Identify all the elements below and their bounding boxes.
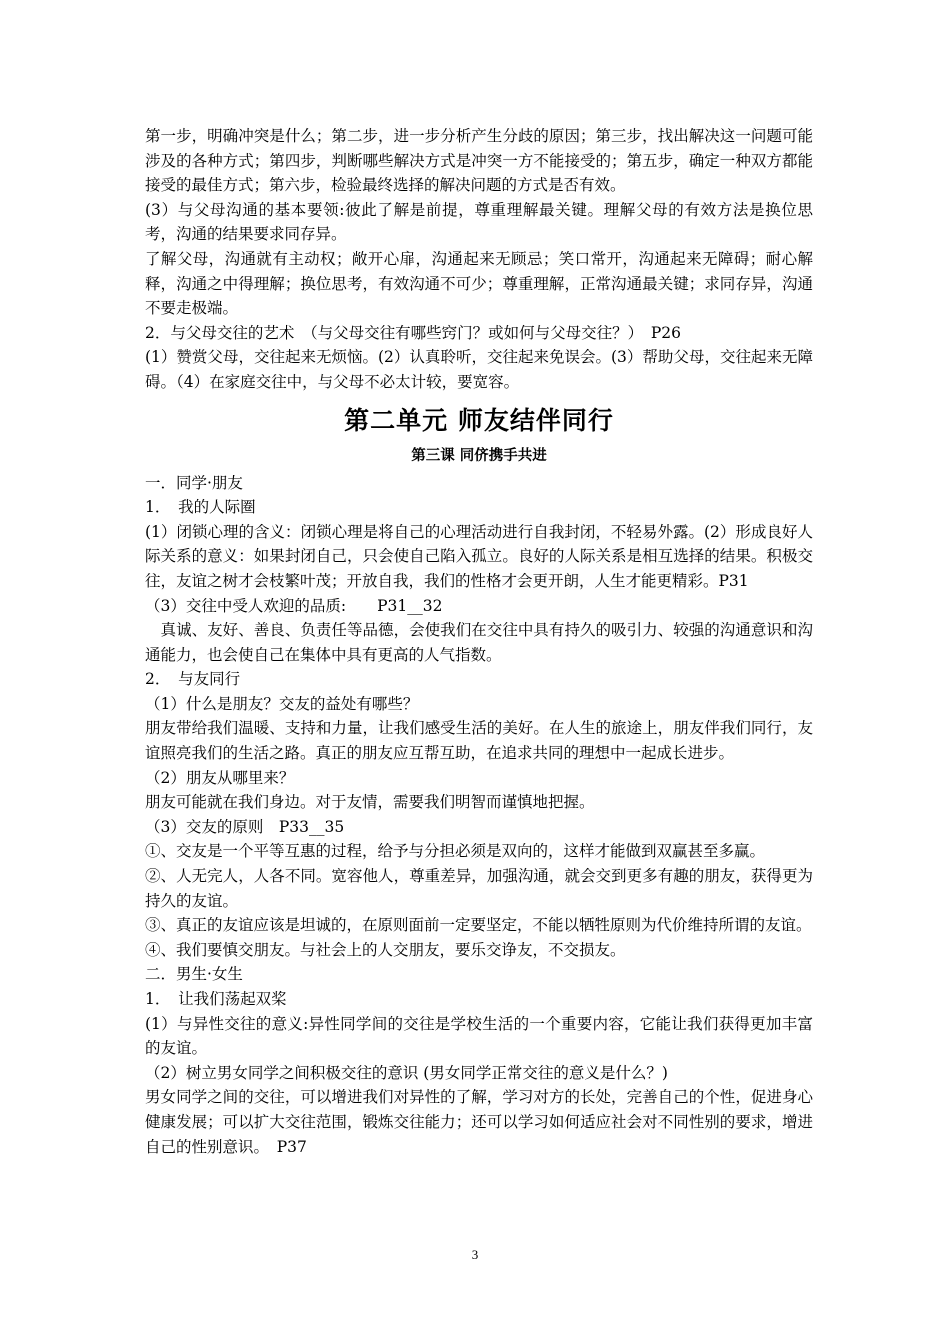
paragraph: 了解父母，沟通就有主动权；敞开心扉，沟通起来无顾忌；笑口常开，沟通起来无障碍；耐心解释，沟通之中得理解；换位思考，有效沟通不可少；尊重理解，正常沟通最关键；求同存异，沟通不要走极端。	[145, 249, 813, 318]
paragraph: 朋友带给我们温暖、支持和力量，让我们感受生活的美好。在人生的旅途上，朋友伴我们同行，友谊照亮我们的生活之路。真正的朋友应互帮互助，在追求共同的理想中一起成长进步。	[145, 719, 813, 763]
lesson-title: 第三课 同侪携手共进	[411, 447, 547, 464]
section-heading: 一．同学·朋友	[145, 473, 243, 492]
paragraph: 朋友可能就在我们身边。对于友情，需要我们明智而谨慎地把握。	[145, 793, 595, 812]
subsection-heading: 1． 让我们荡起双桨	[145, 990, 287, 1008]
paragraph: ②、人无完人，人各不同。宽容他人，尊重差异，加强沟通，就会交到更多有趣的朋友，获得更为持久的友谊。	[145, 867, 813, 910]
page-number: 3	[471, 1247, 479, 1262]
paragraph: 第一步，明确冲突是什么；第二步，进一步分析产生分歧的原因；第三步，找出解决这一问题可能涉及的各种方式；第四步，判断哪些解决方式是冲突一方不能接受的；第五步，确定一种双方都能接受的最佳方式；第六步，检验最终选择的解决问题的方式是否有效。	[145, 127, 813, 195]
paragraph: 真诚、友好、善良、负责任等品德，会使我们在交往中具有持久的吸引力、较强的沟通意识和沟通能力，也会使自己在集体中具有更高的人气指数。	[145, 621, 813, 664]
paragraph: （1）什么是朋友？交友的益处有哪些？	[145, 694, 419, 713]
paragraph: （3）交往中受人欢迎的品质: P31__32	[145, 596, 443, 615]
paragraph: ③、真正的友谊应该是坦诚的，在原则面前一定要坚定，不能以牺牲原则为代价维持所谓的友谊。	[145, 916, 812, 935]
paragraph: (1）与异性交往的意义:异性同学间的交往是学校生活的一个重要内容，它能让我们获得更加丰富的友谊。	[145, 1014, 813, 1058]
subsection-heading: 1． 我的人际圈	[145, 498, 256, 517]
paragraph: （3）交友的原则 P33__35	[145, 817, 345, 836]
subsection-heading: 2． 与友同行	[145, 670, 241, 689]
paragraph: (1）赞赏父母，交往起来无烦恼。(2）认真聆听，交往起来免误会。(3）帮助父母，交往起来无障碍。（4）在家庭交往中，与父母不必太计较，要宽容。	[145, 348, 813, 391]
paragraph: ④、我们要慎交朋友。与社会上的人交朋友，要乐交诤友，不交损友。	[145, 940, 626, 959]
section-heading: 二．男生·女生	[145, 965, 243, 984]
paragraph: (3）与父母沟通的基本要领:彼此了解是前提，尊重理解最关键。理解父母的有效方法是换位思考，沟通的结果要求同存异。	[145, 200, 813, 244]
paragraph: (1）闭锁心理的含义：闭锁心理是将自己的心理活动进行自我封闭，不轻易外露。(2）形成良好人际关系的意义：如果封闭自己，只会使自己陷入孤立。良好的人际关系是相互选择的结果。积极交往，友谊之树才会枝繁叶茂；开放自我，我们的性格才会更开朗，人生才能更精彩。P31	[145, 522, 813, 590]
unit-title: 第二单元 师友结伴同行	[344, 405, 614, 435]
paragraph: （2）朋友从哪里来？	[145, 768, 295, 787]
paragraph: （2）树立男女同学之间积极交往的意识 (男女同学正常交往的意义是什么？)	[145, 1063, 668, 1082]
paragraph: 2．与父母交往的艺术 （与父母交往有哪些窍门？或如何与父母交往？） P26	[145, 323, 682, 342]
document-page	[145, 124, 813, 1159]
paragraph: 男女同学之间的交往，可以增进我们对异性的了解，学习对方的长处，完善自己的个性，促进身心健康发展；可以扩大交往范围，锻炼交往能力；还可以学习如何适应社会对不同性别的要求，增进自己的性别意识。 P37	[145, 1088, 813, 1156]
paragraph: ①、交友是一个平等互惠的过程，给予与分担必须是双向的，这样才能做到双赢甚至多赢。	[145, 842, 766, 861]
